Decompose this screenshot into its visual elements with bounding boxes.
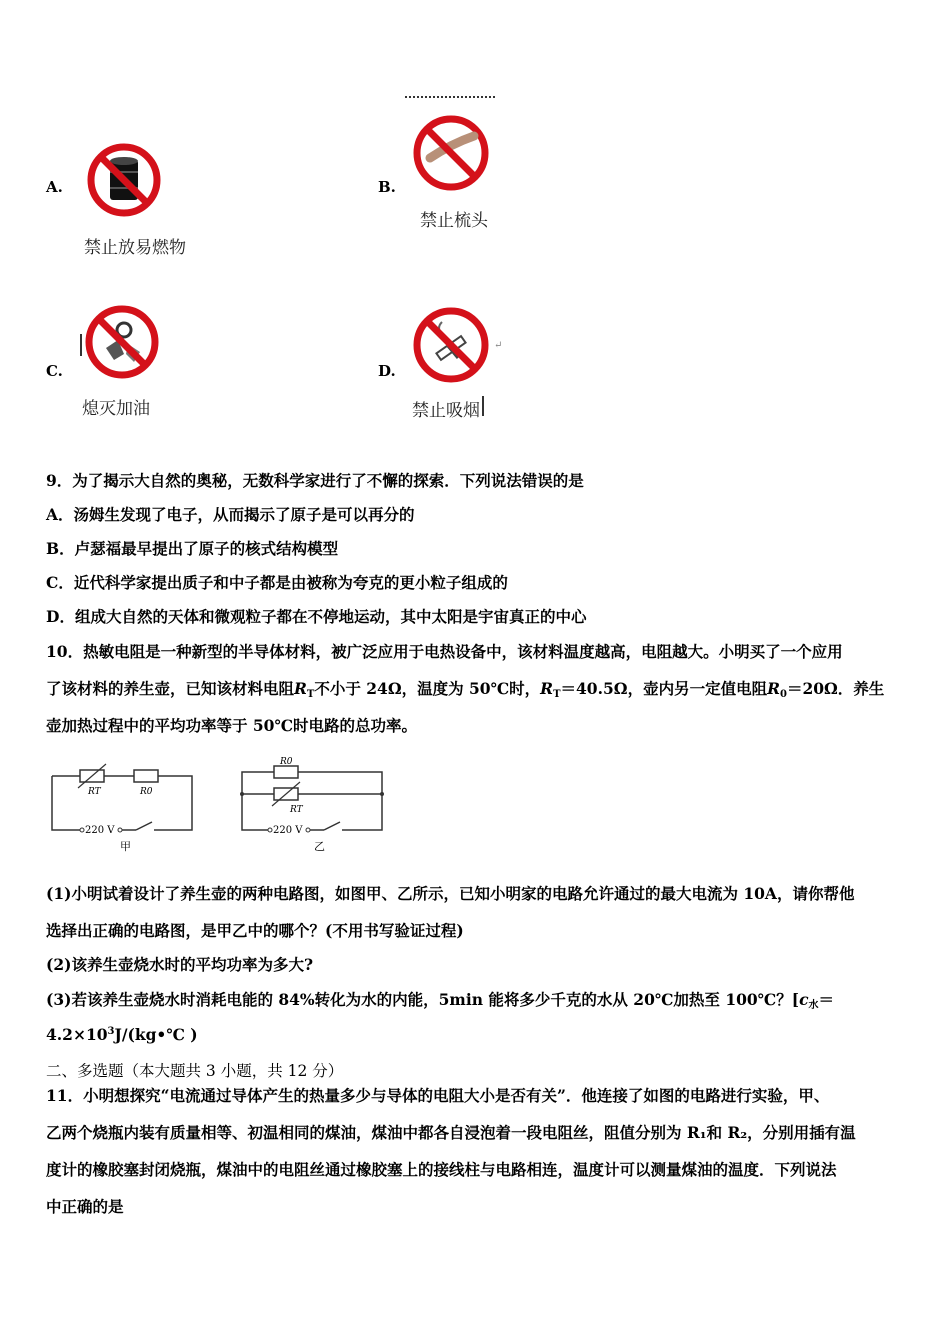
sub-t: T [306,689,315,700]
q9-option-a: A．汤姆生发现了电子，从而揭示了原子是可以再分的 [46,505,415,524]
option-c-caption: 熄灭加油 [82,399,150,419]
q11-line1: 11．小明想探究“电流通过导体产生的热量多少与导体的电阻大小是否有关”．他连接了如图的电路进行实验，甲、 [46,1086,830,1105]
q11-line4: 中正确的是 [46,1197,124,1216]
q10-sub3-line2 [46,1025,198,1044]
q11-line3: 度计的橡胶塞封闭烧瓶，煤油中的电阻丝通过橡胶塞上的接线柱与电路相连，温度计可以测量煤油的温度．下列说法 [46,1160,837,1179]
option-c-cursor-mark [80,334,82,356]
q10-line1: 10．热敏电阻是一种新型的半导体材料，被广泛应用于电热设备中，该材料温度越高，电阻越大。小明买了一个应用 [46,642,843,661]
circuit-diagram-yi [234,754,394,858]
option-d-letter: D. [378,362,396,380]
circuit-yi-r0-label: R0 [280,757,293,767]
q10-line2 [46,677,884,700]
q10-line2-b: 不小于 24Ω，温度为 50℃时， [314,679,541,698]
symbol-c: c [799,990,809,1009]
flammable-barrel-icon [86,142,162,218]
q9-option-c: C．近代科学家提出质子和中子都是由被称为夸克的更小粒子组成的 [46,573,508,592]
q11-line2: 乙两个烧瓶内装有质量相等、初温相同的煤油，煤油中都各自浸泡着一段电阻丝，阻值分别为 R₁和 R₂，分别用插有温 [46,1123,856,1142]
symbol-r: R [540,679,554,698]
circuit-jia-source-label: 220 V [85,825,115,836]
fuel-nozzle-icon [84,304,160,380]
exponent: 3 [107,1026,115,1037]
q10-sub1-line2: 选择出正确的电路图，是甲乙中的哪个？(不用书写验证过程) [46,921,464,940]
circuit-yi-source-label: 220 V [273,825,303,836]
sub-0: 0 [779,689,787,700]
q10-sub3-unit: J/(kg•℃ ) [114,1025,198,1044]
circuit-diagram-jia [44,754,204,858]
option-d-caption: 禁止吸烟 [412,401,480,421]
q10-sub3-value: 4.2×10 [46,1025,108,1044]
cigarette-icon [412,306,490,384]
q8-options [0,90,950,430]
comb-icon [412,114,490,192]
circuit-jia-caption: 甲 [120,840,131,853]
q10-sub3-line1 [46,988,834,1011]
q9-option-b: B．卢瑟福最早提出了原子的核式结构模型 [46,539,339,558]
circuit-jia-r0-label: R0 [140,787,153,797]
symbol-r: R [294,679,307,698]
equals-sign: ＝ [818,990,835,1009]
option-c-letter: C. [46,362,63,380]
section-heading: 二、多选题（本大题共 3 小题，共 12 分） [46,1062,344,1080]
q9-stem: 9．为了揭示大自然的奥秘，无数科学家进行了不懈的探索．下列说法错误的是 [46,471,584,490]
q10-sub2: (2)该养生壶烧水时的平均功率为多大? [46,955,314,974]
q9-option-d: D．组成大自然的天体和微观粒子都在不停地运动，其中太阳是宇宙真正的中心 [46,607,587,626]
top-crop-fragment [405,96,495,102]
q10-sub3-text: (3)若该养生壶烧水时消耗电能的 84%转化为水的内能，5min 能将多少千克的水从 20℃加热至 100℃？[ [46,990,800,1009]
option-a-caption: 禁止放易燃物 [84,238,186,258]
q10-line2-a: 了该材料的养生壶，已知该材料电阻 [46,679,295,698]
return-mark-icon: ↵ [494,340,503,351]
q10-sub1-line1: (1)小明试着设计了养生壶的两种电路图，如图甲、乙所示，已知小明家的电路允许通过的最大电流为 10A，请你帮他 [46,884,855,903]
q10-line2-c: ＝40.5Ω，壶内另一定值电阻 [560,679,768,698]
circuit-yi-caption: 乙 [314,840,325,853]
option-d-cursor-mark [482,396,484,416]
option-b-caption: 禁止梳头 [420,211,488,231]
q10-line2-d: ＝20Ω．养生 [786,679,885,698]
circuit-jia-rt-label: RT [88,787,101,797]
option-a-letter: A. [46,178,63,196]
sub-t: T [553,689,561,700]
q10-line3: 壶加热过程中的平均功率等于 50℃时电路的总功率。 [46,716,418,735]
option-b-letter: B. [378,178,396,196]
symbol-r: R [767,679,780,698]
sub-water: 水 [808,1000,819,1011]
circuit-yi-rt-label: RT [290,805,303,815]
